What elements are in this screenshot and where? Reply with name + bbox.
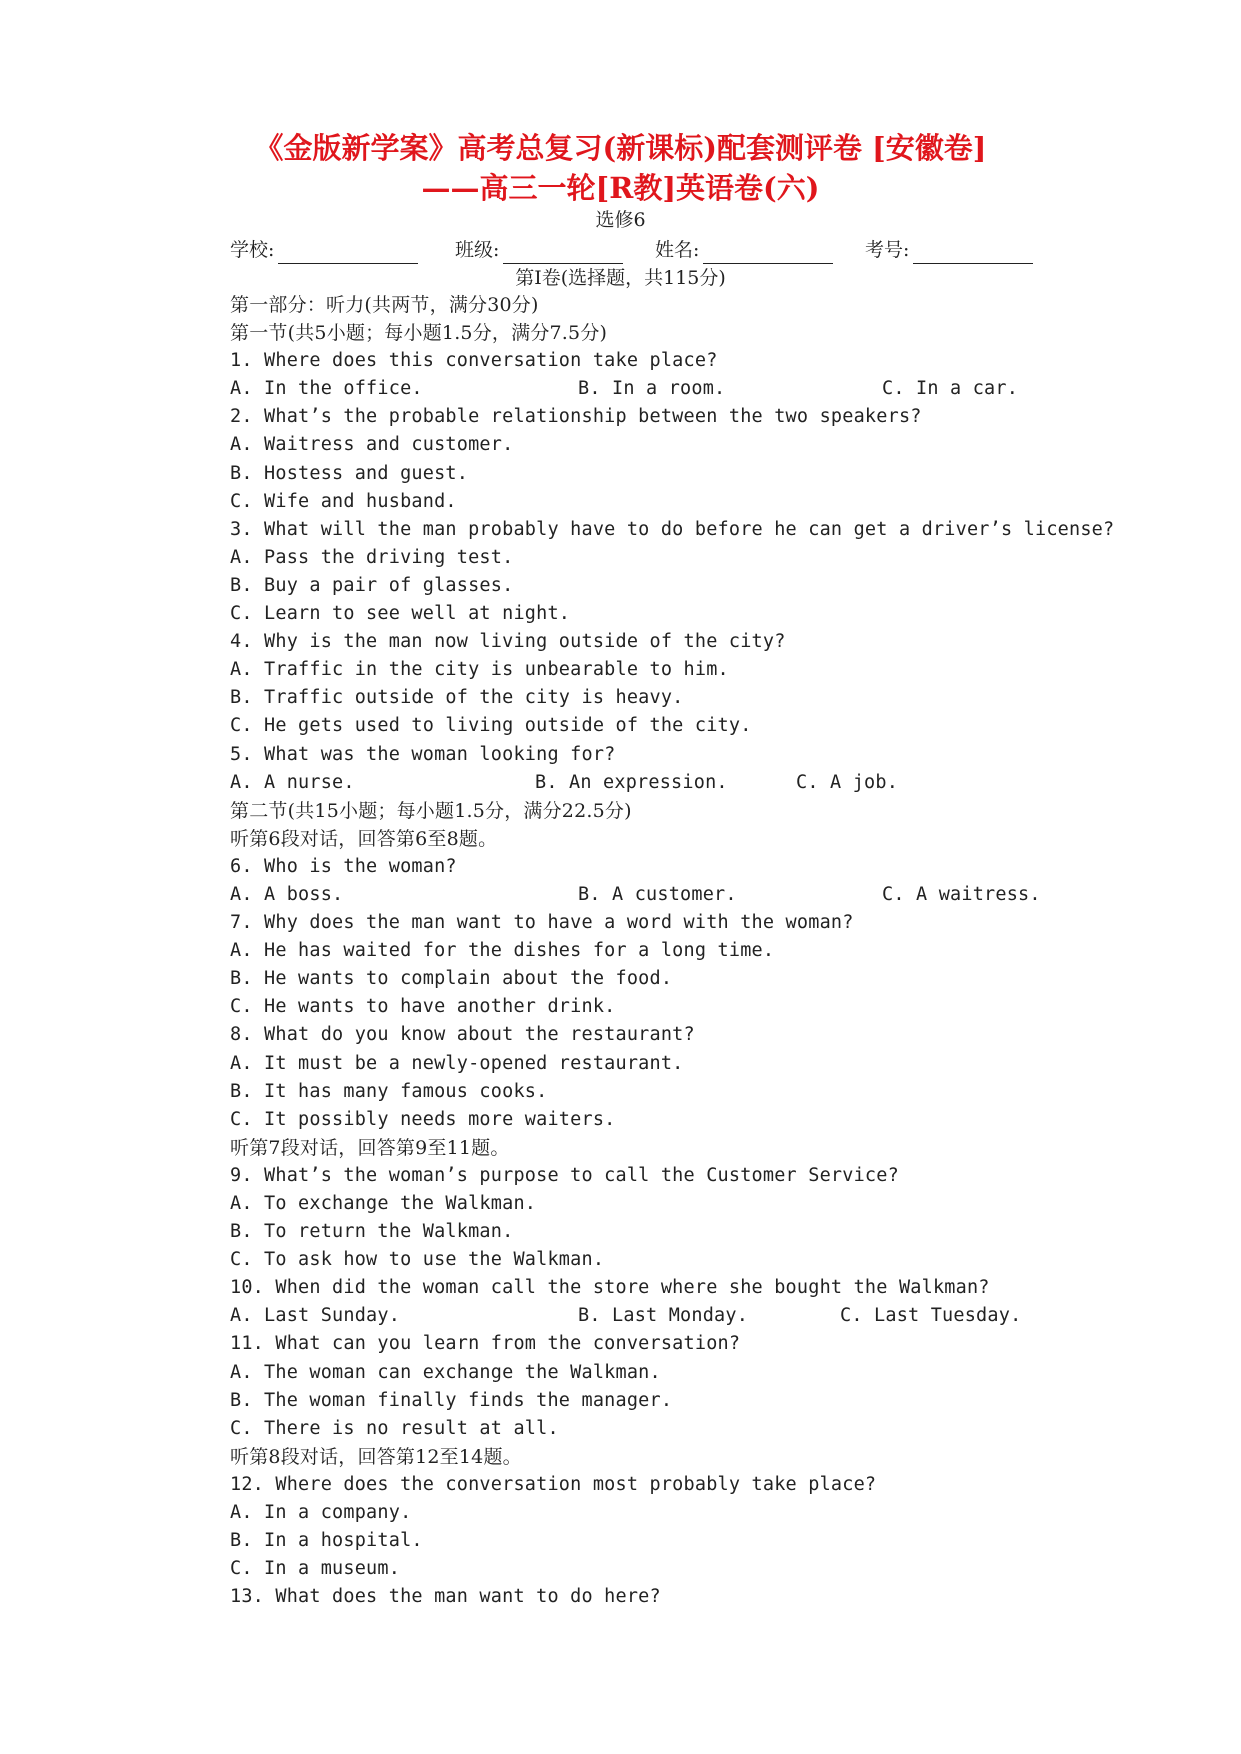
option-row: [230, 881, 1130, 909]
option-row: [230, 769, 1130, 797]
option-row: [230, 1302, 1130, 1330]
option-a: A. In the office.: [230, 378, 423, 400]
question-list: [230, 291, 1130, 1611]
question-stem: 6. Who is the woman?: [230, 855, 457, 877]
option-a: A. To exchange the Walkman.: [230, 1193, 537, 1214]
option-a: A. In a company.: [230, 1502, 412, 1524]
option-b: B. It has many famous cooks.: [230, 1080, 548, 1102]
dialogue-instruction: 听第6段对话，回答第6至8题。: [230, 827, 498, 850]
question-stem: 2. What’s the probable relationship between the two speakers?: [230, 406, 922, 428]
exam-no-field: [865, 236, 1033, 264]
question-stem: 13. What does the man want to do here?: [230, 1586, 661, 1608]
option-b: B. In a hospital.: [230, 1530, 423, 1552]
class-blank[interactable]: [503, 243, 623, 264]
question-stem: 5. What was the woman looking for?: [230, 743, 616, 765]
school-blank[interactable]: [278, 243, 418, 264]
question-stem: 11. What can you learn from the conversation?: [230, 1333, 741, 1355]
option-a: A. Traffic in the city is unbearable to him.: [230, 659, 729, 681]
part-heading: 第一部分：听力(共两节，满分30分): [230, 294, 539, 316]
section-heading: 第二节(共15小题；每小题1.5分，满分22.5分): [230, 799, 632, 822]
exam-no-label: 考号:: [865, 239, 910, 261]
option-b: B. He wants to complain about the food.: [230, 968, 673, 990]
option-c: C. In a car.: [882, 378, 1019, 400]
exam-subtitle: 选修6: [595, 209, 646, 231]
student-info-fields: [230, 236, 1080, 264]
option-b: B. Traffic outside of the city is heavy.: [230, 687, 684, 709]
question-stem: 9. What’s the woman’s purpose to call the Customer Service?: [230, 1164, 899, 1186]
question-stem: 7. Why does the man want to have a word with the woman?: [230, 912, 854, 934]
option-a: A. It must be a newly-opened restaurant.: [230, 1052, 684, 1074]
option-b: B. An expression.: [535, 771, 728, 793]
question-stem: 4. Why is the man now living outside of the city?: [230, 631, 786, 653]
volume-heading: 第Ⅰ卷(选择题，共115分): [515, 267, 726, 289]
option-c: C. Wife and husband.: [230, 490, 457, 512]
option-b: B. In a room.: [578, 378, 726, 400]
exam-no-blank[interactable]: [913, 243, 1033, 264]
option-c: C. Learn to see well at night.: [230, 603, 571, 625]
school-label: 学校:: [230, 239, 275, 261]
option-c: C. He gets used to living outside of the city.: [230, 715, 752, 737]
dialogue-instruction: 听第7段对话，回答第9至11题。: [230, 1136, 510, 1159]
option-b: B. The woman finally finds the manager.: [230, 1389, 673, 1411]
option-a: A. The woman can exchange the Walkman.: [230, 1361, 661, 1383]
question-stem: 10. When did the woman call the store where she bought the Walkman?: [230, 1277, 990, 1299]
option-b: B. Hostess and guest.: [230, 462, 469, 484]
option-b: B. Buy a pair of glasses.: [230, 574, 514, 596]
exam-title-line1: 《金版新学案》高考总复习(新课标)配套测评卷 [安徽卷]: [254, 131, 987, 165]
school-field: [230, 236, 418, 264]
exam-title-line2: ——高三一轮[R教]英语卷(六): [421, 171, 820, 205]
name-label: 姓名:: [655, 239, 700, 261]
option-c: C. Last Tuesday.: [840, 1305, 1022, 1327]
section-heading: 第一节(共5小题；每小题1.5分，满分7.5分): [230, 322, 608, 345]
option-c: C. A job.: [796, 771, 899, 793]
option-b: B. Last Monday.: [578, 1305, 749, 1327]
option-c: C. There is no result at all.: [230, 1417, 559, 1439]
option-row: [230, 375, 1130, 403]
option-a: A. Last Sunday.: [230, 1305, 401, 1327]
class-label: 班级:: [455, 239, 500, 261]
question-stem: 12. Where does the conversation most probably take place?: [230, 1473, 877, 1495]
option-c: C. A waitress.: [882, 883, 1041, 905]
option-a: A. Pass the driving test.: [230, 546, 514, 568]
option-c: C. To ask how to use the Walkman.: [230, 1249, 605, 1271]
option-a: A. He has waited for the dishes for a long time.: [230, 940, 775, 962]
question-stem: 8. What do you know about the restaurant?: [230, 1024, 695, 1046]
dialogue-instruction: 听第8段对话，回答第12至14题。: [230, 1445, 522, 1468]
option-c: C. He wants to have another drink.: [230, 996, 616, 1018]
name-blank[interactable]: [703, 243, 833, 264]
option-a: A. A nurse.: [230, 771, 355, 793]
option-b: B. To return the Walkman.: [230, 1221, 514, 1243]
option-a: A. Waitress and customer.: [230, 434, 514, 456]
option-a: A. A boss.: [230, 883, 344, 905]
option-c: C. It possibly needs more waiters.: [230, 1108, 616, 1130]
class-field: [455, 236, 623, 264]
name-field: [655, 236, 833, 264]
option-c: C. In a museum.: [230, 1558, 401, 1580]
question-stem: 3. What will the man probably have to do before he can get a driver’s license?: [230, 518, 1115, 540]
question-stem: 1. Where does this conversation take place?: [230, 350, 718, 372]
option-b: B. A customer.: [578, 883, 737, 905]
